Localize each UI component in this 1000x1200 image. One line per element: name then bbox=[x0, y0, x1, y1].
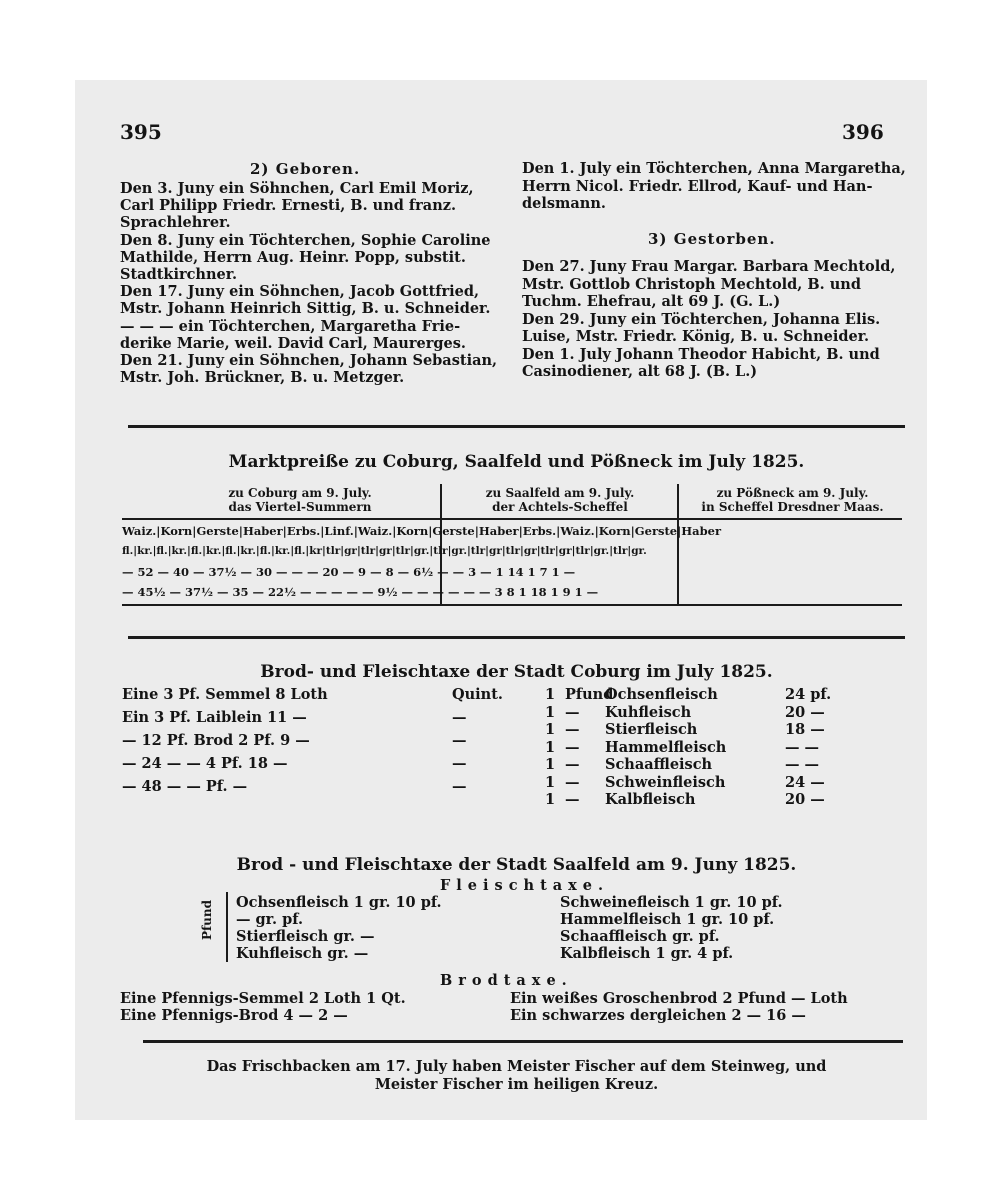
fleisch-name: Schaaffleisch bbox=[605, 756, 713, 773]
text-line: Den 8. Juny ein Töchterchen, Sophie Caroline bbox=[120, 231, 491, 249]
fleisch-n: 1 bbox=[545, 773, 556, 791]
fleisch-name: Ochsenfleisch bbox=[605, 686, 718, 703]
text-line: Tuchm. Ehefrau, alt 69 J. (G. L.) bbox=[522, 293, 781, 310]
fleisch-name: Kalbfleisch bbox=[605, 791, 696, 808]
text-line: Kalbfleisch 1 gr. 4 pf. bbox=[560, 945, 734, 962]
brod-left-2: Eine Pfennigs-Brod 4 — 2 — bbox=[120, 1007, 348, 1024]
coburg-tax-title: Brod- und Fleischtaxe der Stadt Coburg im July 1825. bbox=[260, 662, 773, 682]
fleisch-d: — bbox=[565, 773, 580, 791]
text-line: Luise, Mstr. Friedr. König, B. u. Schneider. bbox=[522, 328, 870, 345]
fleisch-p: 24 — bbox=[785, 773, 825, 791]
table-rule bbox=[122, 604, 902, 606]
text-line: — bbox=[452, 778, 467, 795]
text-line: Den 1. July Johann Theodor Habicht, B. und bbox=[522, 345, 880, 363]
price-row-1: — 52 — 40 — 37½ — 30 — — — 20 — 9 — 8 — 6½ — — 3 — 1 14 1 7 1 — bbox=[122, 565, 576, 579]
text-line: Schaaffleisch gr. pf. bbox=[560, 928, 720, 945]
markt-title: Marktpreiße zu Coburg, Saalfeld und Pößneck im July 1825. bbox=[228, 452, 805, 472]
fleisch-d: — bbox=[565, 703, 580, 721]
text-line: Quint. bbox=[452, 686, 503, 703]
text-line: — bbox=[452, 732, 467, 749]
fleisch-n: 1 bbox=[545, 756, 556, 773]
text-line: Den 29. Juny ein Töchterchen, Johanna Elis. bbox=[522, 310, 881, 328]
text-line: Den 1. July ein Töchterchen, Anna Margaretha, bbox=[522, 160, 906, 177]
gestorben-heading: 3) Gestorben. bbox=[648, 230, 776, 248]
text-line: Stierfleisch gr. — bbox=[236, 928, 375, 945]
unit-header: fl.|kr.|fl.|kr.|fl.|kr.|fl.|kr.|fl.|kr.|fl.|kr|tlr|gr|tlr|gr|tlr|gr.|tlr|gr.|tlr|gr|tlr|gr|tlr|gr|tlr|gr.|tlr|gr. bbox=[122, 545, 647, 557]
fleisch-d: Pfund bbox=[565, 686, 614, 703]
text-line: — 24 — — 4 Pf. 18 — bbox=[122, 755, 288, 772]
coburg-head-1: zu Coburg am 9. July. bbox=[228, 486, 372, 500]
column-separator bbox=[677, 484, 679, 606]
text-line: — — — ein Töchterchen, Margaretha Frie- bbox=[120, 317, 461, 335]
coburg-head-2: das Viertel-Summern bbox=[228, 500, 372, 514]
fleisch-p: 24 pf. bbox=[785, 686, 832, 703]
text-line: Schweinefleisch 1 gr. 10 pf. bbox=[560, 894, 783, 911]
page-number-right: 396 bbox=[842, 120, 884, 144]
divider bbox=[128, 425, 905, 428]
poessneck-head-1: zu Pößneck am 9. July. bbox=[716, 486, 869, 500]
text-line: Herrn Nicol. Friedr. Ellrod, Kauf- und Han- bbox=[522, 177, 873, 195]
brodtaxe-heading: Brodtaxe. bbox=[440, 972, 573, 989]
fleisch-n: 1 bbox=[545, 721, 556, 738]
divider bbox=[143, 1040, 903, 1043]
fleisch-d: — bbox=[565, 721, 580, 738]
brod-right-1: Ein weißes Groschenbrod 2 Pfund — Loth bbox=[510, 990, 848, 1007]
text-line: — bbox=[452, 755, 467, 772]
text-line: — gr. pf. bbox=[236, 911, 303, 928]
fleisch-p: 20 — bbox=[785, 703, 825, 721]
text-line: Mstr. Johann Heinrich Sittig, B. u. Schneider. bbox=[120, 300, 491, 318]
fleisch-p: 20 — bbox=[785, 791, 825, 808]
text-line: Mstr. Joh. Brückner, B. u. Metzger. bbox=[120, 369, 405, 387]
text-line: Ochsenfleisch 1 gr. 10 pf. bbox=[236, 894, 442, 911]
fleisch-n: 1 bbox=[545, 791, 556, 808]
fleisch-n: 1 bbox=[545, 703, 556, 721]
brod-left-1: Eine Pfennigs-Semmel 2 Loth 1 Qt. bbox=[120, 990, 406, 1007]
text-line: derike Marie, weil. David Carl, Maurerges. bbox=[120, 334, 466, 352]
text-line: Kuhfleisch gr. — bbox=[236, 945, 369, 962]
fleisch-name: Kuhfleisch bbox=[605, 703, 692, 721]
saalfeld-tax-title: Brod - und Fleischtaxe der Stadt Saalfeld am 9. Juny 1825. bbox=[236, 855, 797, 875]
fleisch-p: 18 — bbox=[785, 721, 825, 738]
text-line: — bbox=[452, 709, 467, 726]
text-line: Den 3. Juny ein Söhnchen, Carl Emil Moriz, bbox=[120, 180, 474, 197]
saalfeld-head-2: der Achtels-Scheffel bbox=[492, 500, 628, 514]
text-line: Den 21. Juny ein Söhnchen, Johann Sebastian, bbox=[120, 352, 498, 369]
text-line: Ein 3 Pf. Laiblein 11 — bbox=[122, 709, 307, 726]
text-line: delsmann. bbox=[522, 195, 606, 212]
fleisch-p: — — bbox=[785, 738, 820, 756]
brod-right-2: Ein schwarzes dergleichen 2 — 16 — bbox=[510, 1007, 806, 1024]
text-line: Hammelfleisch 1 gr. 10 pf. bbox=[560, 911, 775, 928]
fleischtaxe-heading: Fleischtaxe. bbox=[440, 877, 610, 894]
text-line: Mathilde, Herrn Aug. Heinr. Popp, substit. bbox=[120, 248, 466, 266]
text-line: Carl Philipp Friedr. Ernesti, B. und franz. bbox=[120, 197, 457, 215]
text-line: Eine 3 Pf. Semmel 8 Loth bbox=[122, 686, 328, 703]
text-line: Stadtkirchner. bbox=[120, 266, 238, 283]
fleisch-p: — — bbox=[785, 756, 820, 773]
bracket bbox=[226, 892, 228, 962]
fleisch-d: — bbox=[565, 738, 580, 756]
fleisch-d: — bbox=[565, 791, 580, 808]
text-line: — 12 Pf. Brod 2 Pf. 9 — bbox=[122, 732, 310, 749]
text-line: Casinodiener, alt 68 J. (B. L.) bbox=[522, 363, 758, 380]
text-line: Den 27. Juny Frau Margar. Barbara Mechtold, bbox=[522, 258, 896, 275]
text-line: Sprachlehrer. bbox=[120, 214, 231, 232]
fleisch-name: Stierfleisch bbox=[605, 721, 698, 738]
pfund-label: Pfund bbox=[200, 899, 214, 940]
text-line: — 48 — — Pf. — bbox=[122, 778, 248, 795]
geboren-heading: 2) Geboren. bbox=[250, 160, 361, 178]
fleisch-name: Schweinfleisch bbox=[605, 773, 726, 791]
price-row-2: — 45½ — 37½ — 35 — 22½ — — — — — 9½ — — — — — — 3 8 1 18 1 9 1 — bbox=[122, 585, 599, 599]
poessneck-head-2: in Scheffel Dresdner Maas. bbox=[701, 500, 884, 514]
text-line: Mstr. Gottlob Christoph Mechtold, B. und bbox=[522, 275, 861, 293]
saalfeld-head-1: zu Saalfeld am 9. July. bbox=[485, 486, 635, 500]
grain-header: Waiz.|Korn|Gerste|Haber|Erbs.|Linf.|Waiz.|Korn|Gerste|Haber|Erbs.|Waiz.|Korn|Gerste|Haber bbox=[122, 524, 722, 538]
fleisch-d: — bbox=[565, 756, 580, 773]
table-rule bbox=[122, 518, 902, 520]
page-number-left: 395 bbox=[120, 120, 162, 144]
fleisch-name: Hammelfleisch bbox=[605, 738, 727, 756]
fleisch-n: 1 bbox=[545, 686, 556, 703]
footer-line-1: Das Frischbacken am 17. July haben Meister Fischer auf dem Steinweg, und bbox=[206, 1058, 827, 1075]
text-line: Den 17. Juny ein Söhnchen, Jacob Gottfried, bbox=[120, 283, 480, 301]
divider bbox=[128, 636, 905, 639]
fleisch-n: 1 bbox=[545, 738, 556, 756]
footer-line-2: Meister Fischer im heiligen Kreuz. bbox=[374, 1076, 659, 1093]
